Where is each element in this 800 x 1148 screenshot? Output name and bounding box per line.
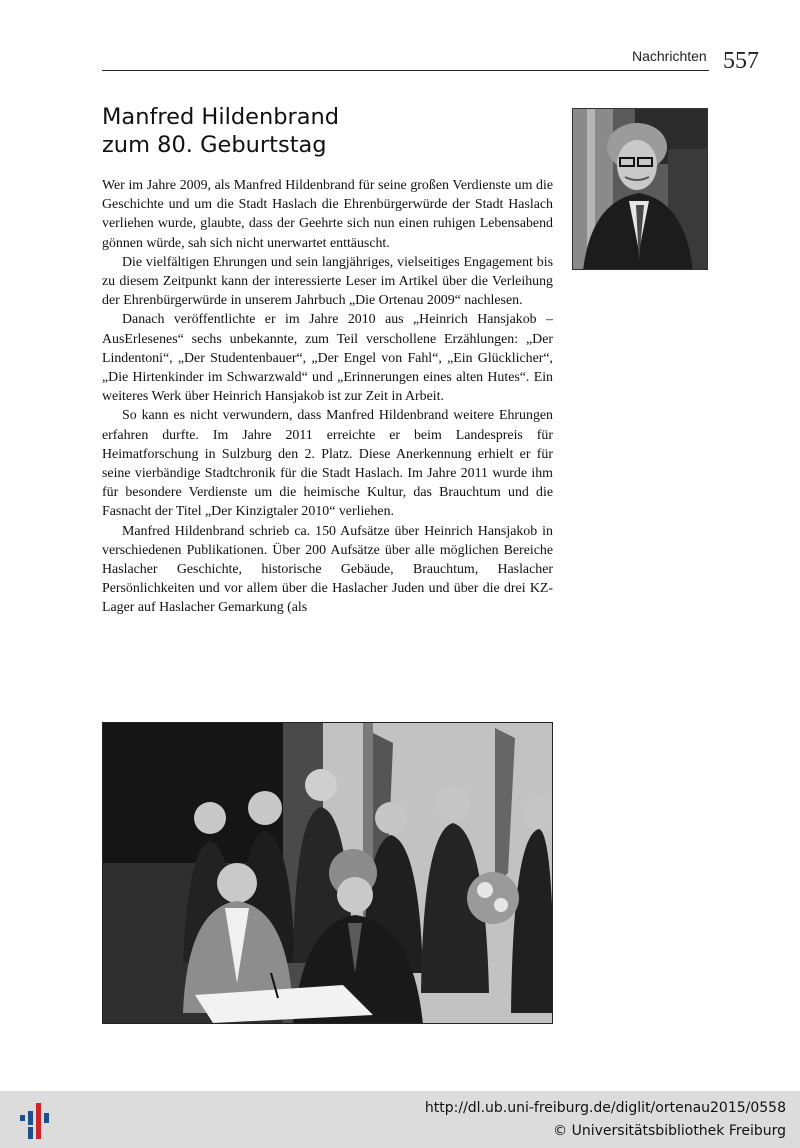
article-title bbox=[102, 103, 339, 159]
library-logo-icon bbox=[14, 1101, 54, 1141]
header-rule bbox=[102, 70, 709, 71]
portrait-photo bbox=[572, 108, 708, 270]
footer-url-link[interactable]: http://dl.ub.uni-freiburg.de/diglit/ortenau2015/0558 bbox=[424, 1100, 786, 1116]
article-title-line-1: Manfred Hildenbrand bbox=[102, 104, 340, 130]
paragraph: Danach veröffentlichte er im Jahre 2010 aus „Heinrich Hansjakob – AusErlesenes“ sechs unbekannte, zum Teil verschollene Erzählungen: „Der Lindentoni“, „Der Studentenbauer“, „Der Engel von Fahl“, „Ein Glücklicher“, „Die Hirtenkinder im Schwarzwald“ und „Erinnerungen eines alten Hutes“. Ein weiteres Werk über Heinrich Hansjakob ist zur Zeit in Arbeit. bbox=[102, 312, 553, 405]
page-number: 557 bbox=[723, 48, 759, 74]
portrait-photo-image bbox=[573, 109, 708, 270]
running-header-section: Nachrichten bbox=[632, 48, 707, 64]
group-photo bbox=[102, 722, 553, 1024]
footer-bar bbox=[0, 1091, 800, 1148]
paragraph: Wer im Jahre 2009, als Manfred Hildenbrand für seine großen Verdienste um die Geschichte und um die Stadt Haslach die Ehrenbürgerwürde der Stadt Haslach verliehen wurde, glaubte, dass der Geehrte sich nun einen ruhigen Lebensabend gönnen würde, sah sich nicht unerwartet enttäuscht. bbox=[102, 178, 553, 251]
paragraph: Die vielfältigen Ehrungen und sein langjähriges, vielseitiges Engagement bis zu diesem Zeitpunkt kann der interessierte Leser im Artikel über die Verleihung der Ehrenbürgerwürde in unserem Jahrbuch „Die Ortenau 2009“ nachlesen. bbox=[102, 254, 553, 309]
article-body bbox=[102, 176, 553, 618]
paragraph: Manfred Hildenbrand schrieb ca. 150 Aufsätze über Heinrich Hansjakob in verschiedenen Publikationen. Über 200 Aufsätze über alle möglichen Bereiche Haslacher Geschichte, historische Gebäude, Brauchtum, Haslacher Persönlichkeiten und vor allem über die Haslacher Juden und über die drei KZ-Lager auf Haslacher Gemarkung (als bbox=[102, 523, 553, 616]
paragraph: So kann es nicht verwundern, dass Manfred Hildenbrand weitere Ehrungen erfahren durfte. Im Jahre 2011 erreichte er beim Landespreis für Heimatforschung in Sulzburg den 2. Platz. Diese Anerkennung erhielt er für seine vierbändige Stadtchronik für die Stadt Haslach. Im Jahre 2011 wurde ihm für besondere Verdienste um die heimische Kultur, das Brauchtum und die Fasnacht der Titel „Der Kinzigtaler 2010“ verliehen. bbox=[102, 408, 553, 520]
footer-copyright: © Universitätsbibliothek Freiburg bbox=[553, 1123, 786, 1139]
article-title-line-2: zum 80. Geburtstag bbox=[102, 132, 327, 158]
group-photo-image bbox=[103, 723, 553, 1024]
